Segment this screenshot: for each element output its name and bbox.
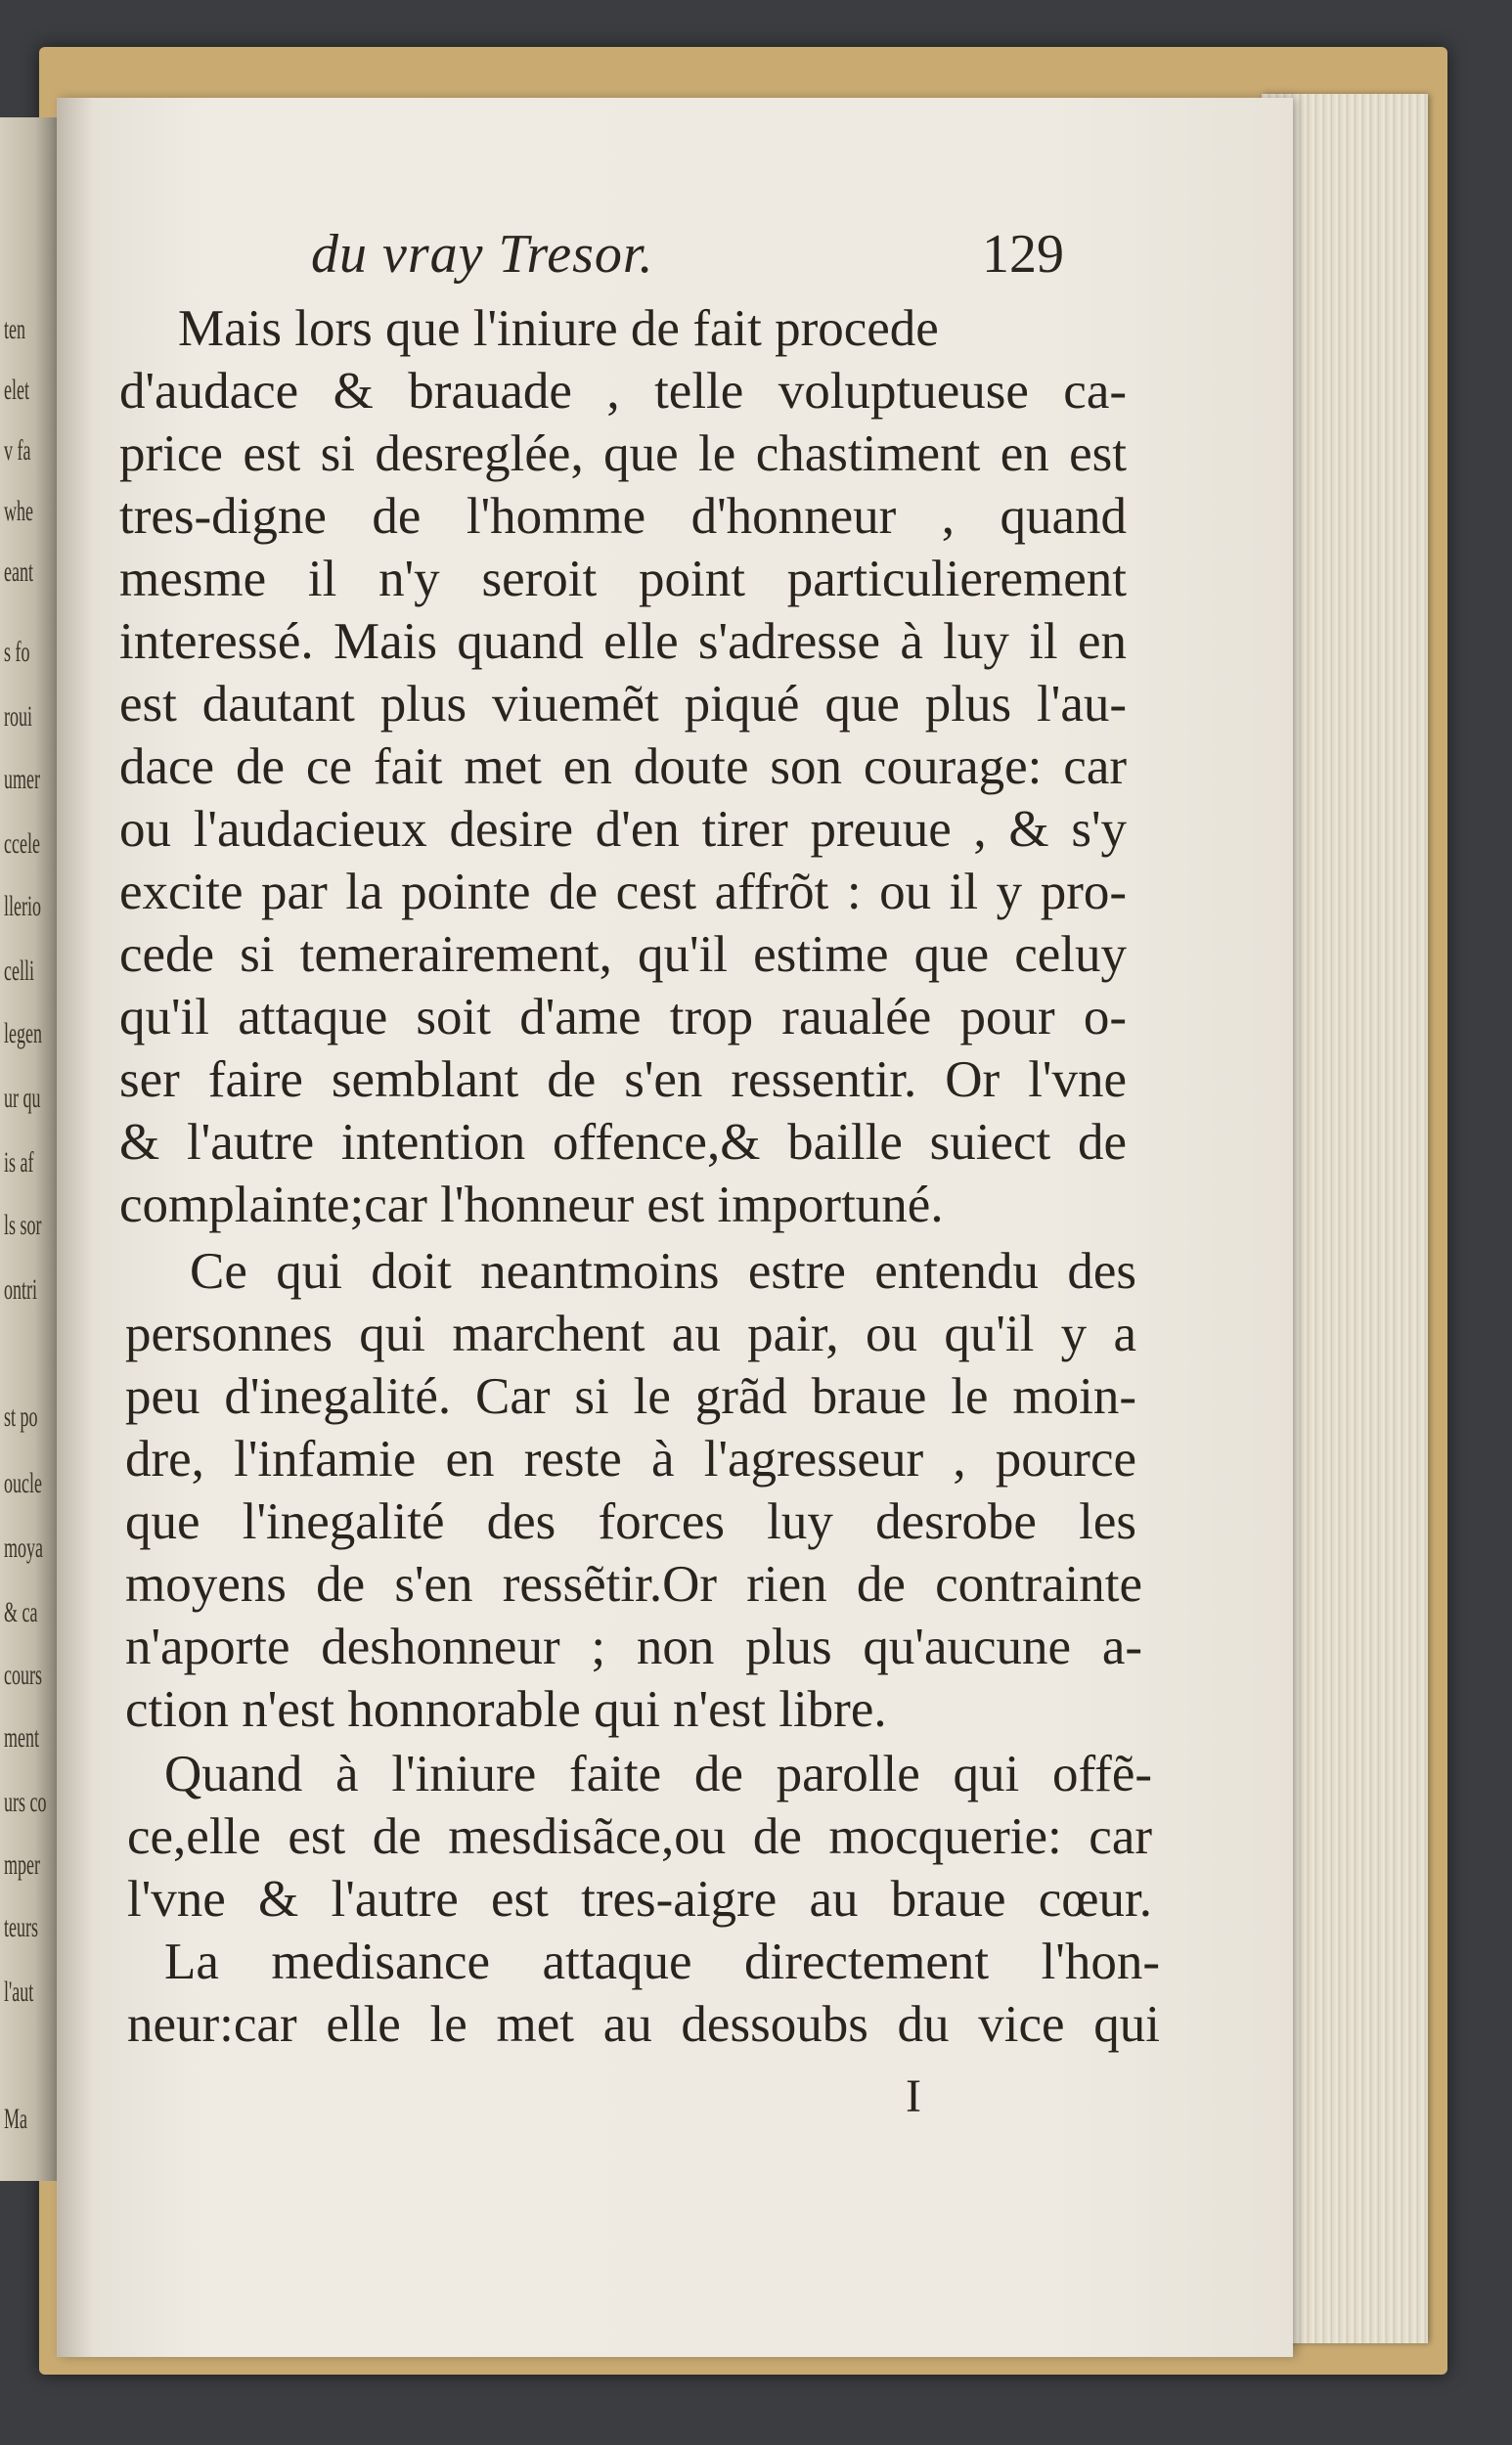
text-line: Mais lors que l'iniure de fait procede [178,300,939,357]
facing-fragment: s fo [4,636,30,668]
text-line: personnes qui marchent au pair, ou qu'il y a [125,1306,1136,1362]
text-line: tres-digne de l'homme d'honneur , quand [119,488,1127,545]
text-line: interessé. Mais quand elle s'adresse à luy il en [119,613,1127,670]
facing-fragment: mper [4,1848,40,1881]
text-line: est dautant plus viuemẽt piqué que plus l'au- [119,676,1127,733]
facing-fragment: teurs [4,1911,38,1943]
text-line: ser faire semblant de s'en ressentir. Or l'vne [119,1051,1127,1108]
facing-fragment: is af [4,1146,34,1178]
text-line: mesme il n'y seroit point particulierement [119,551,1127,607]
facing-fragment: st po [4,1400,38,1433]
text-line: que l'inegalité des forces luy desrobe les [125,1493,1136,1550]
text-line: ce,elle est de mesdisãce,ou de mocquerie: car [127,1808,1152,1865]
text-line: neur:car elle le met au dessoubs du vice qui [127,1996,1160,2053]
text-line: complainte;car l'honneur est importuné. [119,1177,944,1233]
facing-fragment: legen [4,1017,42,1049]
facing-fragment: llerio [4,890,41,922]
facing-fragment: urs co [4,1786,47,1818]
text-line: qu'il attaque soit d'ame trop raualée pour o- [119,989,1127,1045]
facing-page-fragment [0,117,57,2181]
signature-mark: I [906,2070,921,2122]
text-line: & l'autre intention offence,& baille suiect de [119,1114,1127,1171]
facing-fragment: oucle [4,1467,42,1499]
text-line: ction n'est honnorable qui n'est libre. [125,1681,887,1738]
facing-fragment: umer [4,763,40,795]
text-line: dace de ce fait met en doute son courage: car [119,738,1127,795]
text-line: peu d'inegalité. Car si le grãd braue le moin- [125,1368,1136,1425]
facing-fragment: ur qu [4,1082,41,1114]
facing-fragment: ls sor [4,1209,42,1241]
text-line: ou l'audacieux desire d'en tirer preuue , & s'y [119,801,1127,858]
book-page [57,98,1293,2357]
text-line: excite par la pointe de cest affrõt : ou il y pro- [119,864,1127,920]
text-line: moyens de s'en ressẽtir.Or rien de contrainte [125,1556,1142,1613]
facing-fragment: & ca [4,1596,38,1628]
facing-fragment: cours [4,1659,42,1691]
page-number: 129 [982,224,1064,285]
text-line: Quand à l'iniure faite de parolle qui offẽ- [164,1746,1152,1802]
facing-fragment: ten [4,313,25,345]
facing-fragment: Ma [4,2103,27,2135]
facing-fragment: eant [4,556,33,588]
facing-fragment: celli [4,955,34,987]
text-line: Ce qui doit neantmoins estre entendu des [190,1243,1136,1300]
facing-fragment: ccele [4,827,40,860]
text-line: n'aporte deshonneur ; non plus qu'aucune a- [125,1619,1142,1675]
facing-fragment: elet [4,374,29,406]
facing-fragment: ontri [4,1273,38,1306]
text-line: price est si desreglée, que le chastiment en est [119,425,1127,482]
facing-fragment: whe [4,495,33,527]
facing-fragment: ment [4,1721,39,1754]
text-line: cede si temerairement, qu'il estime que celuy [119,926,1127,983]
facing-fragment: roui [4,700,32,733]
facing-fragment: moya [4,1532,43,1564]
text-line: d'audace & brauade , telle voluptueuse ca- [119,363,1127,420]
running-head: du vray Tresor. [311,224,654,285]
facing-fragment: v fa [4,434,31,467]
text-line: l'vne & l'autre est tres-aigre au braue cœur. [127,1871,1152,1928]
facing-fragment: l'aut [4,1976,34,2008]
text-line: La medisance attaque directement l'hon- [164,1934,1160,1990]
text-line: dre, l'infamie en reste à l'agresseur , pource [125,1431,1136,1488]
